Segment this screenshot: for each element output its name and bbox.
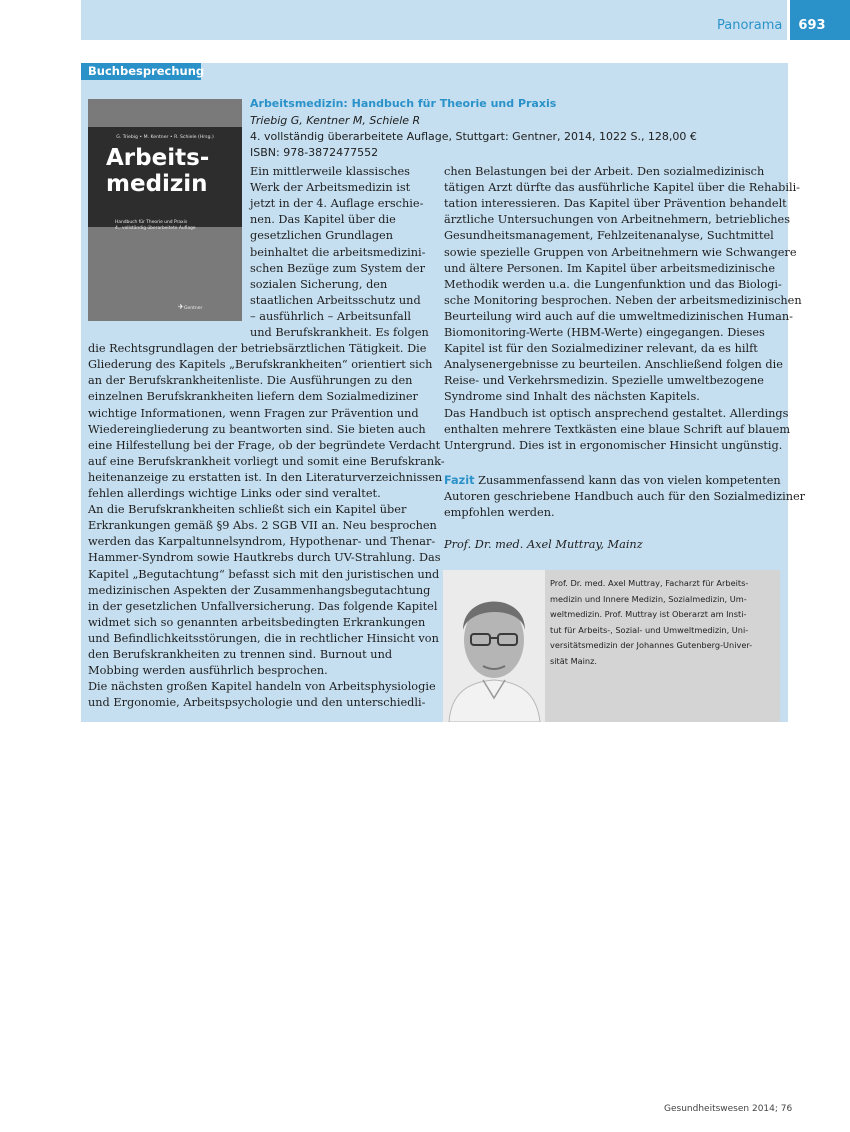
paragraph-line: einzelnen Berufskrankheiten liefern dem Sozialmediziner (88, 390, 418, 404)
paragraph-line: schen Bezüge zum System der (250, 261, 425, 275)
page-number-box (790, 0, 850, 40)
paragraph-line: und Befindlichkeitsstörungen, die in rechtlicher Hinsicht von (88, 631, 439, 645)
book-authors: Triebig G, Kentner M, Schiele R (250, 114, 421, 127)
paragraph-line: die Rechtsgrundlagen der betriebsärztlichen Tätigkeit. Die (88, 342, 427, 356)
paragraph-line: Beurteilung wird auch auf die umweltmedizinischen Human- (444, 309, 793, 323)
cover-subtitle-line: 4., vollständig überarbeitete Auflage (115, 226, 196, 231)
fazit-label: Fazit (444, 474, 475, 487)
paragraph-line: medizinischen Aspekten der Zusammenhangsbegutachtung (88, 583, 431, 597)
paragraph-line: nen. Das Kapitel über die (250, 213, 396, 227)
paragraph-line: sche Monitoring besprochen. Neben der arbeitsmedizinischen (444, 293, 802, 307)
section-title: Panorama (717, 18, 783, 33)
review-panel (81, 63, 806, 722)
paragraph-line: an der Berufskrankheitenliste. Die Ausführungen zu den (88, 374, 413, 388)
paragraph-line: fehlen allerdings wichtige Links oder sind veraltet. (88, 487, 381, 500)
paragraph-line: und Ergonomie, Arbeitspsychologie und den unterschiedli- (88, 696, 426, 710)
paragraph-line: auf eine Berufskrankheit vorliegt und somit eine Berufskrank- (88, 454, 445, 468)
book-title: Arbeitsmedizin: Handbuch für Theorie und Praxis (250, 97, 557, 110)
paragraph-line: Biomonitoring-Werte (HBM-Werte) eingegangen. Dieses (444, 326, 765, 339)
paragraph-line: widmet sich so genannten arbeitsbedingten Erkrankungen (88, 615, 426, 629)
paragraph-line: jetzt in der 4. Auflage erschie- (250, 197, 424, 211)
bio-line: Prof. Dr. med. Axel Muttray, Facharzt für Arbeits- (550, 578, 749, 588)
paragraph-line: tation interessieren. Das Kapitel über Prävention behandelt (444, 197, 787, 211)
paragraph-line: und ältere Personen. Im Kapitel über arbeitsmedizinische (444, 261, 776, 275)
paragraph-line: Analysenergebnisse zu beurteilen. Anschließend folgen die (444, 358, 783, 372)
reviewer-photo (443, 570, 545, 722)
paragraph-line: Ein mittlerweile klassisches (250, 165, 410, 178)
paragraph-line: sozialen Sicherung, den (250, 277, 388, 291)
cover-subtitle-line: Handbuch für Theorie und Praxis (115, 220, 188, 225)
cover-title-line: medizin (106, 171, 208, 197)
paragraph-line: An die Berufskrankheiten schließt sich ein Kapitel über (88, 503, 407, 517)
paragraph-line: den Berufskrankheiten zu trennen sind. Burnout und (88, 648, 393, 661)
book-edition: 4. vollständig überarbeitete Auflage, Stuttgart: Gentner, 2014, 1022 S., 128,00 € (250, 130, 697, 143)
bio-line: weltmedizin. Prof. Muttray ist Oberarzt am Insti- (550, 609, 747, 619)
paragraph-line: in der gesetzlichen Unfallversicherung. Das folgende Kapitel (88, 599, 438, 613)
paragraph-line: Wiedereingliederung zu beantworten sind. Sie bieten auch (88, 422, 426, 436)
fazit-line (444, 473, 781, 488)
fazit-line: Autoren geschriebene Handbuch auch für den Sozialmediziner (444, 490, 806, 503)
paragraph-line: – ausführlich – Arbeitsunfall (250, 309, 411, 323)
paragraph-line: eine Hilfestellung bei der Frage, ob der begründete Verdacht (88, 438, 441, 452)
paragraph-line: Untergrund. Dies ist in ergonomischer Hinsicht ungünstig. (444, 438, 783, 452)
category-tag: Buchbesprechung (81, 63, 201, 80)
paragraph-line: Reise- und Verkehrsmedizin. Spezielle umweltbezogene (444, 374, 764, 388)
paragraph-line: Mobbing werden ausführlich besprochen. (88, 664, 328, 678)
publisher-logo-icon: ✈ (178, 303, 184, 311)
paragraph-line: Die nächsten großen Kapitel handeln von Arbeitsphysiologie (88, 680, 436, 694)
paragraph-line: Kapitel „Begutachtung“ befasst sich mit den juristischen und (88, 567, 440, 581)
bio-line: versitätsmedizin der Johannes Gutenberg-Univer- (550, 640, 753, 650)
cover-subtitle (115, 220, 225, 232)
paragraph-line: werden das Karpaltunnelsyndrom, Hypothenar- und Thenar- (88, 535, 436, 549)
cover-title (106, 145, 209, 197)
cover-publisher: Gentner (184, 306, 203, 311)
paragraph-line: gesetzlichen Grundlagen (250, 229, 394, 243)
paragraph-line: Gliederung des Kapitels „Berufskrankheiten“ orientiert sich (88, 358, 433, 372)
paragraph-line: beinhaltet die arbeitsmedizini- (250, 245, 426, 259)
paragraph-line: Gesundheitsmanagement, Fehlzeitenanalyse, Suchtmittel (444, 229, 774, 243)
paragraph-line: heitenanzeige zu erstatten ist. In den Literaturverzeichnissen (88, 470, 443, 484)
header-bar (81, 0, 787, 40)
paragraph-line: ärztliche Untersuchungen von Arbeitnehmern, betriebliches (444, 213, 791, 227)
bio-line: medizin und Innere Medizin, Sozialmedizin, Um- (550, 593, 747, 604)
paragraph-line: staatlichen Arbeitsschutz und (250, 293, 421, 307)
reviewer-signature: Prof. Dr. med. Axel Muttray, Mainz (444, 538, 643, 551)
paragraph-line: Das Handbuch ist optisch ansprechend gestaltet. Allerdings (444, 406, 789, 420)
bio-line: tut für Arbeits-, Sozial- und Umweltmedizin, Uni- (550, 624, 749, 635)
paragraph-line: und Berufskrankheit. Es folgen (250, 326, 429, 339)
cover-title-line: Arbeits- (106, 145, 210, 171)
paragraph-line: Methodik werden u.a. die Lungenfunktion und das Biologi- (444, 277, 782, 291)
book-cover (88, 99, 242, 321)
cover-authors: G. Triebig • M. Kentner • R. Schiele (Hrsg.) (116, 135, 214, 140)
fazit-line: empfohlen werden. (444, 506, 555, 519)
fazit-text: Zusammenfassend kann das von vielen kompetenten (474, 474, 781, 487)
paragraph-line: Syndrome sind Inhalt des nächsten Kapitels. (444, 390, 700, 404)
reviewer-bio-box (443, 570, 780, 722)
paragraph-line: Kapitel ist für den Sozialmediziner relevant, da es hilft (444, 342, 758, 356)
book-isbn: ISBN: 978-3872477552 (250, 146, 379, 159)
page-number: 693 (798, 18, 826, 33)
paragraph-line: chen Belastungen bei der Arbeit. Den sozialmedizinisch (444, 165, 765, 178)
paragraph-line: Hammer-Syndrom sowie Hautkrebs durch UV-Strahlung. Das (88, 551, 441, 565)
journal-footer: Gesundheitswesen 2014; 76 (664, 1104, 793, 1114)
paragraph-line: tätigen Arzt dürfte das ausführliche Kapitel über die Rehabili- (444, 181, 801, 195)
paragraph-line: Werk der Arbeitsmedizin ist (250, 181, 411, 195)
paragraph-line: sowie spezielle Gruppen von Arbeitnehmern wie Schwangere (444, 245, 797, 259)
paragraph-line: enthalten mehrere Textkästen eine blaue Schrift auf blauem (444, 422, 791, 436)
bio-line: sität Mainz. (550, 655, 598, 666)
paragraph-line: wichtige Informationen, wenn Fragen zur Prävention und (88, 406, 419, 420)
paragraph-line: Erkrankungen gemäß §9 Abs. 2 SGB VII an. Neu besprochen (88, 519, 437, 533)
